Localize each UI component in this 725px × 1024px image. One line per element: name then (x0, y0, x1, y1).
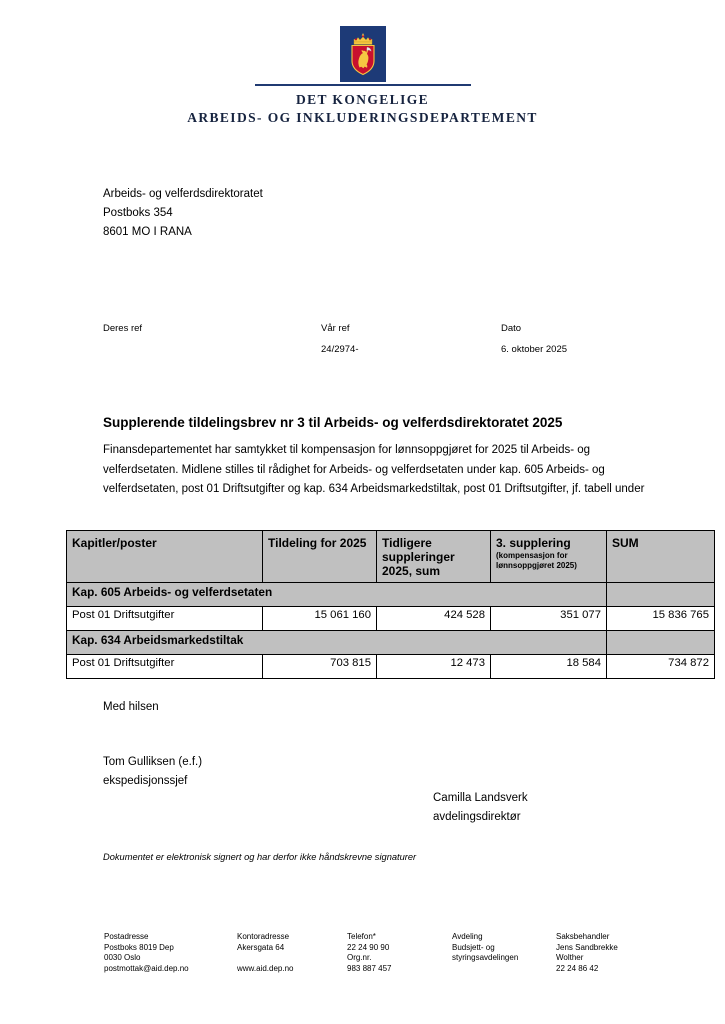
page-title: Supplerende tildelingsbrev nr 3 til Arbeids- og velferdsdirektoratet 2025 (103, 415, 563, 430)
signer-secondary-title: avdelingsdirektør (433, 811, 521, 823)
header-tildeling: Tildeling for 2025 (263, 531, 377, 583)
footer-line: 22 24 86 42 (556, 964, 599, 974)
date-value: 6. oktober 2025 (501, 344, 568, 355)
allocation-table-header (67, 531, 715, 583)
footer-line: 0030 Oslo (104, 953, 141, 963)
table-section-sum-cell (607, 583, 715, 607)
letterhead-rule (255, 84, 471, 86)
header-supplement-note: (kompensasjon for lønnsoppgjøret 2025) (496, 551, 577, 570)
recipient-address (103, 185, 263, 242)
footer-line: Budsjett- og (452, 942, 495, 952)
footer-line: Postboks 8019 Dep (104, 942, 174, 952)
footer-line: styringsavdelingen (452, 953, 519, 963)
table-section-row (67, 631, 715, 655)
header-tredje-supplering (491, 531, 607, 583)
footer-line (452, 964, 518, 975)
header-sum: SUM (607, 531, 715, 583)
table-section-sum-cell (607, 631, 715, 655)
cell-supplering: 351 077 (491, 607, 607, 631)
table-section-label: Kap. 634 Arbeidsmarkedstiltak (67, 631, 607, 655)
signer-secondary-name: Camilla Landsverk (433, 792, 528, 804)
cell-tidligere: 424 528 (377, 607, 491, 631)
signer-primary (103, 753, 202, 791)
footer-heading: Postadresse (104, 932, 149, 941)
norwegian-coat-of-arms-icon (348, 26, 378, 77)
footer-column (104, 932, 189, 975)
footer-line: 22 24 90 90 (347, 942, 390, 952)
our-ref-column (321, 318, 359, 360)
cell-tildeling: 703 815 (263, 655, 377, 679)
footer-line: Wolther (556, 953, 584, 963)
signer-primary-title: ekspedisjonssjef (103, 775, 188, 787)
footer-heading: Saksbehandler (556, 932, 610, 941)
header-tidligere-suppleringer: Tidligere suppleringer 2025, sum (377, 531, 491, 583)
department-name (0, 92, 725, 126)
footer-line: Akersgata 64 (237, 942, 285, 952)
footer-heading: Telefon* (347, 932, 376, 941)
our-ref-value: 24/2974- (321, 344, 359, 355)
cell-sum: 734 872 (607, 655, 715, 679)
header-kapitler-poster: Kapitler/poster (67, 531, 263, 583)
footer-line: Jens Sandbrekke (556, 942, 618, 952)
table-section-label: Kap. 605 Arbeids- og velferdsetaten (67, 583, 607, 607)
table-header-row (67, 531, 715, 583)
footer-line: 983 887 457 (347, 964, 392, 974)
our-ref-label: Vår ref (321, 323, 350, 334)
footer-column (237, 932, 293, 975)
signature-disclaimer: Dokumentet er elektronisk signert og har derfor ikke håndskrevne signaturer (103, 852, 417, 862)
closing-greeting: Med hilsen (103, 701, 159, 713)
cell-sum: 15 836 765 (607, 607, 715, 631)
date-column (501, 318, 567, 360)
recipient-line-2: Postboks 354 (103, 207, 173, 219)
footer-heading: Avdeling (452, 932, 483, 941)
department-line-1: DET KONGELIGE (295, 92, 430, 107)
footer-line: postmottak@aid.dep.no (104, 964, 189, 974)
department-line-2: ARBEIDS- OG INKLUDERINGSDEPARTEMENT (187, 110, 538, 125)
cell-tidligere: 12 473 (377, 655, 491, 679)
crest-background (340, 26, 386, 82)
recipient-line-3: 8601 MO I RANA (103, 226, 192, 238)
footer-column (347, 932, 392, 975)
footer-column (452, 932, 518, 975)
allocation-table (66, 530, 715, 679)
footer-line: Org.nr. (347, 953, 372, 963)
table-row (67, 655, 715, 679)
date-label: Dato (501, 323, 522, 334)
their-ref-column (103, 318, 142, 339)
footer-line: www.aid.dep.no (237, 964, 294, 974)
recipient-line-1: Arbeids- og velferdsdirektoratet (103, 188, 263, 200)
cell-post-label: Post 01 Driftsutgifter (67, 607, 263, 631)
cell-supplering: 18 584 (491, 655, 607, 679)
cell-post-label: Post 01 Driftsutgifter (67, 655, 263, 679)
allocation-table-wrapper (66, 530, 709, 679)
footer-heading: Kontoradresse (237, 932, 290, 941)
header-supplement-main: 3. supplering (496, 536, 571, 550)
their-ref-label: Deres ref (103, 323, 143, 334)
signer-secondary (433, 789, 528, 827)
table-row (67, 607, 715, 631)
signer-primary-name: Tom Gulliksen (e.f.) (103, 756, 203, 768)
intro-paragraph: Finansdepartementet har samtykket til kompensasjon for lønnsoppgjøret for 2025 til Arbeids- og velferdsetaten. Midlene stilles til rådighet for Arbeids- og velferdsetaten under kap. 605 Arbeids- og velferdsetaten, post 01 Driftsutgifter og kap. 634 Arbeidsmarkedstiltak, post 01 Driftsutgifter, jf. tabell under (103, 444, 645, 495)
table-section-row (67, 583, 715, 607)
footer-line (237, 953, 293, 964)
letterhead (0, 0, 725, 126)
footer-column (556, 932, 618, 975)
allocation-table-body (67, 583, 715, 679)
cell-tildeling: 15 061 160 (263, 607, 377, 631)
